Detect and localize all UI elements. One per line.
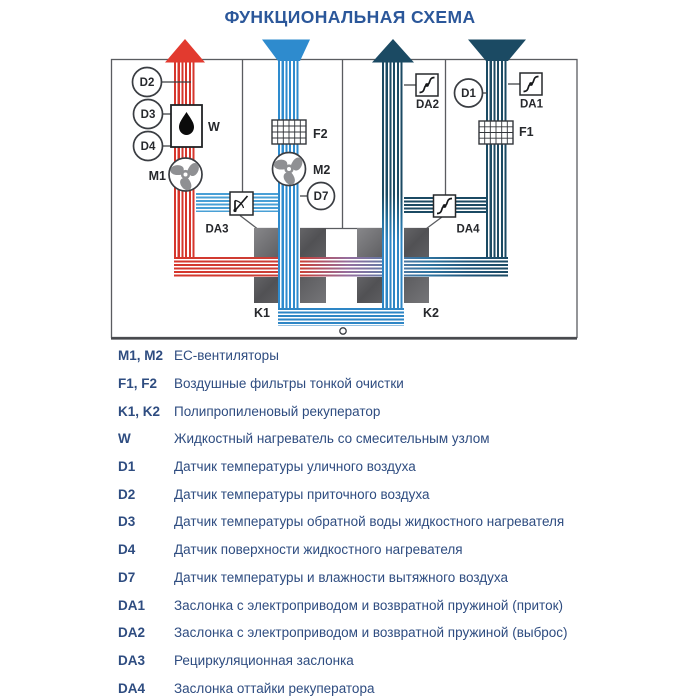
legend-row <box>118 453 588 481</box>
legend-key: DA3 <box>118 652 146 668</box>
sensor-d4 <box>134 132 163 161</box>
damper-da2-icon <box>416 74 438 96</box>
svg-text:D1: D1 <box>461 88 476 100</box>
k1-label: K1 <box>254 306 270 320</box>
legend-key: D3 <box>118 514 136 530</box>
legend-label: Рециркуляционная заслонка <box>174 652 354 668</box>
legend-label: Воздушные фильтры тонкой очистки <box>174 376 404 392</box>
functional-diagram <box>0 0 700 345</box>
legend-row <box>118 480 588 508</box>
legend-label: Датчик температуры приточного воздуха <box>174 486 430 502</box>
legend-label: Датчик температуры уличного воздуха <box>174 459 416 475</box>
sensor-d7 <box>308 183 335 210</box>
legend-key: D7 <box>118 569 136 585</box>
sensor-d2 <box>133 68 162 97</box>
legend-label: Полипропиленовый рекуператор <box>174 403 381 419</box>
page-title: ФУНКЦИОНАЛЬНАЯ СХЕМА <box>224 7 476 27</box>
svg-text:D2: D2 <box>139 77 155 89</box>
m2-label: M2 <box>313 163 331 177</box>
svg-text:D4: D4 <box>140 141 156 153</box>
f2-label: F2 <box>313 127 328 141</box>
legend-row <box>118 370 588 398</box>
k2-label: K2 <box>423 306 439 320</box>
legend-row <box>118 674 588 700</box>
fan-m2-icon <box>272 153 305 187</box>
legend-key: DA2 <box>118 625 146 641</box>
damper-da1-icon <box>520 73 542 95</box>
legend-key: D4 <box>118 542 136 558</box>
f1-label: F1 <box>519 125 534 139</box>
fan-m1-icon <box>169 158 202 192</box>
legend-label: Датчик температуры обратной воды жидкостного нагревателя <box>174 514 565 530</box>
svg-text:D3: D3 <box>140 109 156 121</box>
legend-key: F1, F2 <box>118 376 158 392</box>
legend-key: DA1 <box>118 597 146 613</box>
legend-row <box>118 564 588 592</box>
legend-key: DA4 <box>118 680 146 696</box>
svg-text:D7: D7 <box>313 191 329 203</box>
m1-label: M1 <box>148 169 166 183</box>
legend-row <box>118 425 588 453</box>
drain-circle-icon <box>340 328 346 334</box>
da4-label: DA4 <box>456 223 480 236</box>
legend-key: K1, K2 <box>118 403 161 419</box>
legend-row <box>118 647 588 675</box>
legend-label: Заслонка с электроприводом и возвратной пружиной (выброс) <box>174 625 568 641</box>
legend-row <box>118 508 588 536</box>
w-label: W <box>208 120 220 134</box>
legend-row <box>118 619 588 647</box>
legend-key: D1 <box>118 459 136 475</box>
legend-key: M1, M2 <box>118 348 164 364</box>
supply-air-arrow-icon <box>165 39 205 63</box>
legend-row <box>118 342 588 370</box>
legend-row <box>118 591 588 619</box>
outdoor-intake-icon <box>468 40 526 62</box>
damper-da4-icon <box>434 195 456 217</box>
filter-f1-icon <box>479 121 513 144</box>
da3-label: DA3 <box>205 223 229 236</box>
sensor-d1 <box>455 79 483 107</box>
legend-key: W <box>118 431 131 447</box>
filter-f2-icon <box>272 120 306 144</box>
extract-intake-icon <box>262 40 310 62</box>
legend-label: Датчик температуры и влажности вытяжного воздуха <box>174 569 509 585</box>
exhaust-air-arrow-icon <box>372 39 414 63</box>
legend-key: D2 <box>118 486 136 502</box>
da2-label: DA2 <box>415 99 440 111</box>
legend-row <box>118 397 588 425</box>
sensor-d3 <box>134 100 163 129</box>
legend-label: Заслонка с электроприводом и возвратной пружиной (приток) <box>174 597 563 613</box>
diagram-top-layer <box>0 0 700 345</box>
legend <box>118 342 588 700</box>
legend-label: Жидкостный нагреватель со смесительным узлом <box>174 431 490 447</box>
legend-label: Заслонка оттайки рекуператора <box>174 680 375 696</box>
legend-label: Датчик поверхности жидкостного нагревателя <box>174 542 463 558</box>
damper-da3-icon <box>230 192 253 215</box>
da1-label: DA1 <box>519 98 544 111</box>
legend-row <box>118 536 588 564</box>
legend-label: EC-вентиляторы <box>174 348 279 364</box>
